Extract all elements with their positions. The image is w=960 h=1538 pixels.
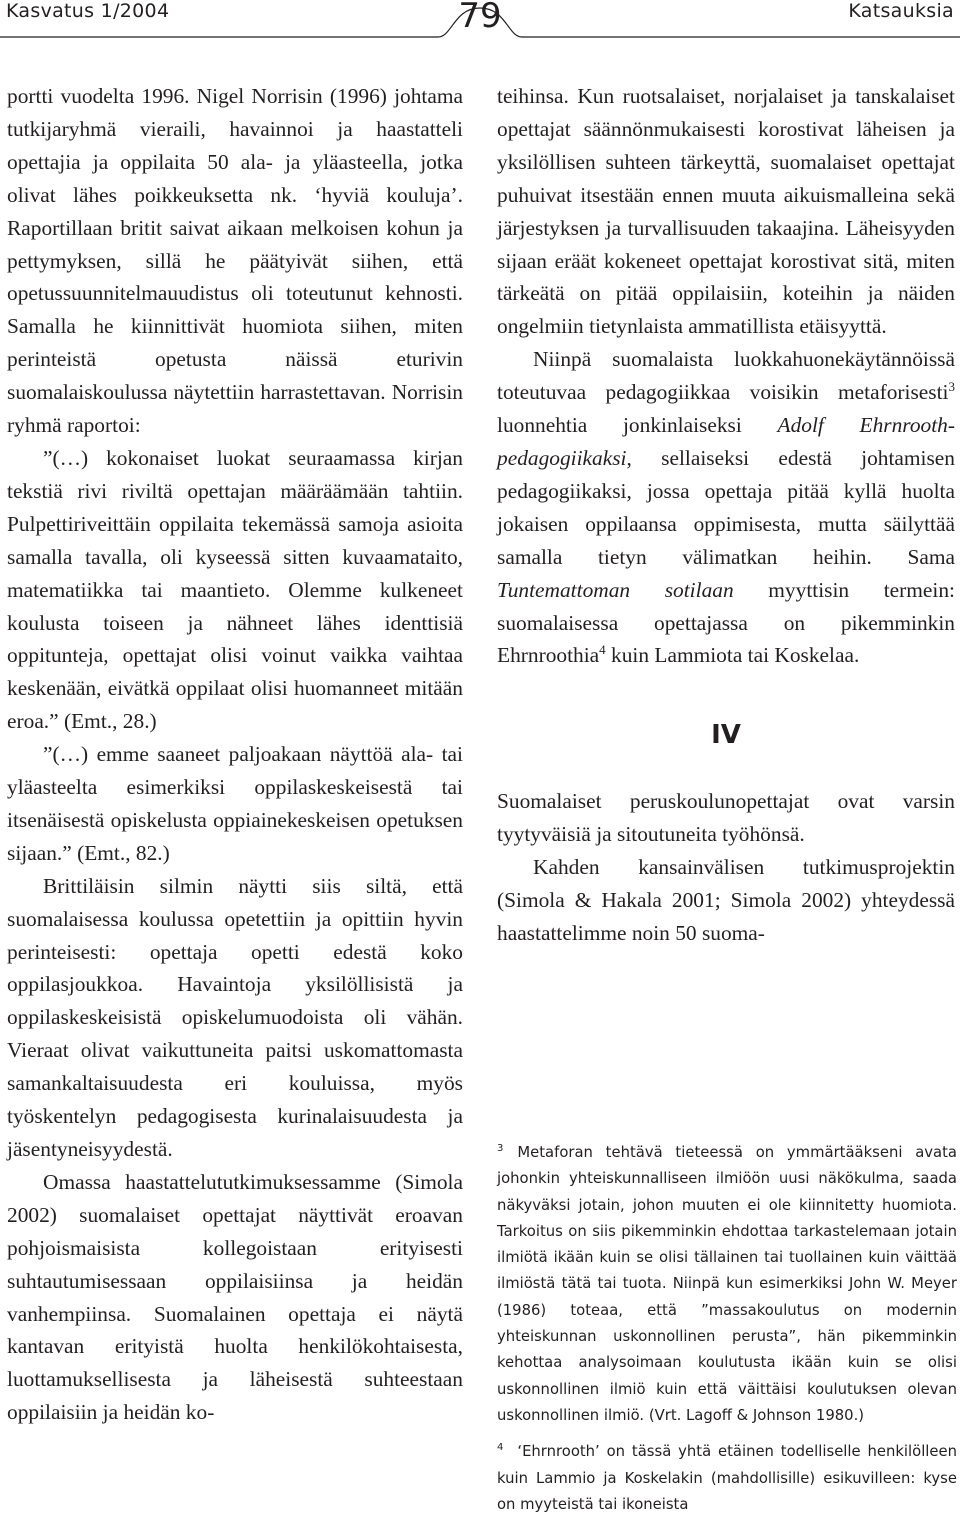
footnote-ref: 4	[599, 642, 606, 658]
section-heading: IV	[711, 720, 741, 751]
paragraph: Suomalaiset peruskoulunopettajat ovat varsin tyytyväisiä ja sitoutuneita työhönsä.	[497, 789, 955, 847]
footnote-ref: 3	[948, 379, 955, 395]
right-column	[497, 80, 955, 950]
paragraph: Kahden kansainvälisen tutkimusprojektin (Simola & Hakala 2001; Simola 2002) yhteydessä haastattelimme noin 50 suoma-	[497, 855, 955, 945]
section-name: Katsauksia	[848, 0, 954, 22]
paragraph: Omassa haastattelututkimuksessamme (Simola 2002) suomalaiset opettajat näyttivät eroavan pohjoismaisista kollegoistaan erityisesti suhtautumisessaan oppilaisiinsa ja heidän vanhempiinsa. Suomalainen opettaja ei näytä kantavan erityistä huolta henkilökohtaisesta, luottamuksellisesta ja läheisestä suhteestaan oppilaisiin ja heidän ko-	[7, 1169, 463, 1425]
journal-issue: Kasvatus 1/2004	[6, 0, 170, 22]
footnote: $^4$ ‘Ehrnrooth’ on tässä yhtä etäinen todelliselle henkilölleen kuin Lammio ja Koskelakin (mahdollisille) esikuvilleen: kyse on myyteistä tai ikoneista	[497, 1442, 957, 1513]
footnote: $^3$ Metaforan tehtävä tieteessä on ymmärtääkseni avata johonkin yhteiskunnalliseen ilmiöön uusi näkökulma, saada näkyväksi jotain, johon muuten ei ole kiinnitetty huomiota. Tarkoitus on siis pikemminkin ehdottaa tarkastelemaan jotain ilmiötä ikään kuin se olisi tällainen tai tuollainen kuin väittää ilmiöstä tätä tai tuota. Niinpä kun esimerkiksi John W. Meyer (1986) toteaa, että ”massakoulutus on modernin yhteiskunnan uskonnollinen perusta”, hän pikemminkin kehottaa analysoimaan koulutusta ikään kuin se olisi uskonnollinen ilmiö kuin että väittäisi koulutuksen olevan uskonnollinen ilmiö. (Vrt. Lagoff & Johnson 1980.)	[497, 1143, 957, 1424]
block-quote: ”(…) emme saaneet paljoakaan näyttöä ala- tai yläasteelta esimerkiksi oppilaskeskeisestä tai itsenäisestä opiskelusta oppiainekeskeisen opetuksen sijaan.” (Emt., 82.)	[7, 742, 463, 865]
block-quote: ”(…) kokonaiset luokat seuraamassa kirjan tekstiä rivi riviltä opettajan määräämään tahtiin. Pulpettiriveittäin oppilaita tekemässä samoja asioita samalla tavalla, oli kyseessä sitten kuvaamataito, matematiikka tai maantieto. Olemme kulkeneet koulusta toiseen ja nähneet lähes identtisiä oppitunteja, opettajat olisi voinut vaikka vaihtaa keskenään, eivätkä oppilaat olisi huomanneet mitään eroa.” (Emt., 28.)	[7, 445, 463, 734]
page-number: 79	[458, 0, 502, 36]
paragraph: portti vuodelta 1996. Nigel Norrisin (1996) johtama tutkijaryhmä vieraili, havainnoi ja haastatteli opettajia ja oppilaita 50 ala- ja yläasteella, jotka olivat lähes poikkeuksetta nk. ‘hyviä kouluja’. Raportillaan britit saivat aikaan melkoisen kohun ja pettymyksen, sillä he päätyivät siihen, että opetussuunnitelmauudistus oli toteutunut kehnosti. Samalla he kiinnittivät huomiota siihen, miten perinteistä opetusta näissä eturivin suomalaiskoulussa näytettiin harrastettavan. Norrisin ryhmä raportoi:	[7, 84, 463, 438]
footnotes	[497, 1140, 957, 1518]
paragraph: Niinpä suomalaista luokkahuonekäytännöissä toteutuvaa pedagogiikkaa voisikin metaforisesti$^3$ luonnehtia jonkinlaiseksi Adolf Ehrnrooth-pedagogiikaksi, sellaiseksi edestä johtamisen pedagogiikaksi, jossa opettaja pitää kyllä huolta jokaisen oppilaansa oppimisesta, mutta säilyttää samalla tietyn välimatkan heihin. Sama Tuntemattoman sotilaan myyttisin termein: suomalaisessa opettajassa on pikemminkin Ehrnroothia$^4$ kuin Lammiota tai Koskelaa.	[497, 347, 956, 668]
paragraph: Brittiläisin silmin näytti siis siltä, että suomalaisessa koulussa opetettiin ja opittiin hyvin perinteisesti: opettaja opetti edestä koko oppilasjoukkoa. Havaintoja yksilöllisistä ja oppilaskeskeisistä opiskelumuodoista oli vähän. Vieraat olivat vaikuttuneita paitsi uskomattomasta samankaltaisuudesta eri kouluissa, myös työskentelyn pedagogisesta kurinalaisuudesta ja jäsentyneisyydestä.	[7, 873, 463, 1161]
paragraph: teihinsa. Kun ruotsalaiset, norjalaiset ja tanskalaiset opettajat säännönmukaisesti korostivat läheisen ja yksilöllisen suhteen tärkeyttä, suomalaiset opettajat puhuivat itsestään ennen muuta aikuismalleina sekä järjestyksen ja turvallisuuden takaajina. Läheisyyden sijaan eräät kokeneet opettajat korostivat sitä, miten tärkeätä on pitää oppilaisiin, koteihin ja näiden ongelmiin tietynlaista ammatillista etäisyyttä.	[497, 84, 955, 339]
running-header	[0, 0, 960, 46]
left-column	[7, 80, 463, 1429]
